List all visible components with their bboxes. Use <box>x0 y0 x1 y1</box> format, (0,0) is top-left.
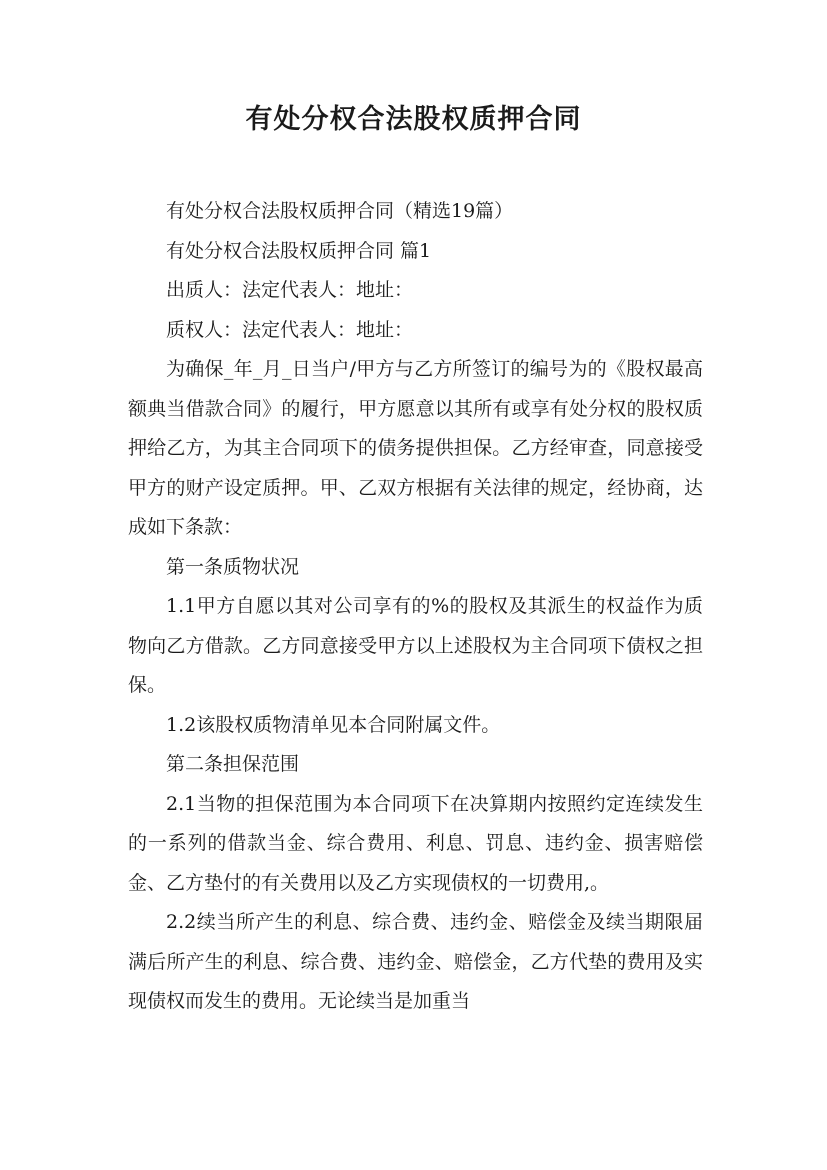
paragraph-pledgee: 质权人：法定代表人：地址： <box>166 318 414 341</box>
paragraph-clause-1-2: 1.2该股权质物清单见本合同附属文件。 <box>166 713 501 736</box>
paragraph-pledgor: 出质人：法定代表人：地址： <box>166 279 414 301</box>
paragraph-article-2-heading: 第二条担保范围 <box>166 753 300 775</box>
document-title: 有处分权合法股权质押合同 <box>245 104 582 135</box>
document-body <box>128 192 703 1022</box>
paragraph-clause-2-1: 2.1当物的担保范围为本合同项下在决算期内按照约定连续发生的一系列的借款当金、综合费用、利息、罚息、违约金、损害赔偿金、乙方垫付的有关费用以及乙方实现债权的一切费用,。 <box>128 792 703 894</box>
paragraph-preamble: 为确保_年_月_日当户/甲方与乙方所签订的编号为的《股权最高额典当借款合同》的履行，甲方愿意以其所有或享有处分权的股权质押给乙方，为其主合同项下的债务提供担保。乙方经审查，同意接受甲方的财产设定质押。甲、乙双方根据有关法律的规定，经协商，达成如下条款： <box>128 358 703 538</box>
paragraph-clause-2-2: 2.2续当所产生的利息、综合费、违约金、赔偿金及续当期限届满后所产生的利息、综合费、违约金、赔偿金，乙方代垫的费用及实现债权而发生的费用。无论续当是加重当 <box>128 911 703 1012</box>
paragraph-article-1-heading: 第一条质物状况 <box>166 555 300 578</box>
paragraph-section-heading: 有处分权合法股权质押合同 篇1 <box>166 239 432 262</box>
paragraph-clause-1-1: 1.1甲方自愿以其对公司享有的%的股权及其派生的权益作为质物向乙方借款。乙方同意接受甲方以上述股权为主合同项下债权之担保。 <box>128 595 703 696</box>
paragraph-subtitle: 有处分权合法股权质押合同（精选19篇） <box>166 200 514 222</box>
